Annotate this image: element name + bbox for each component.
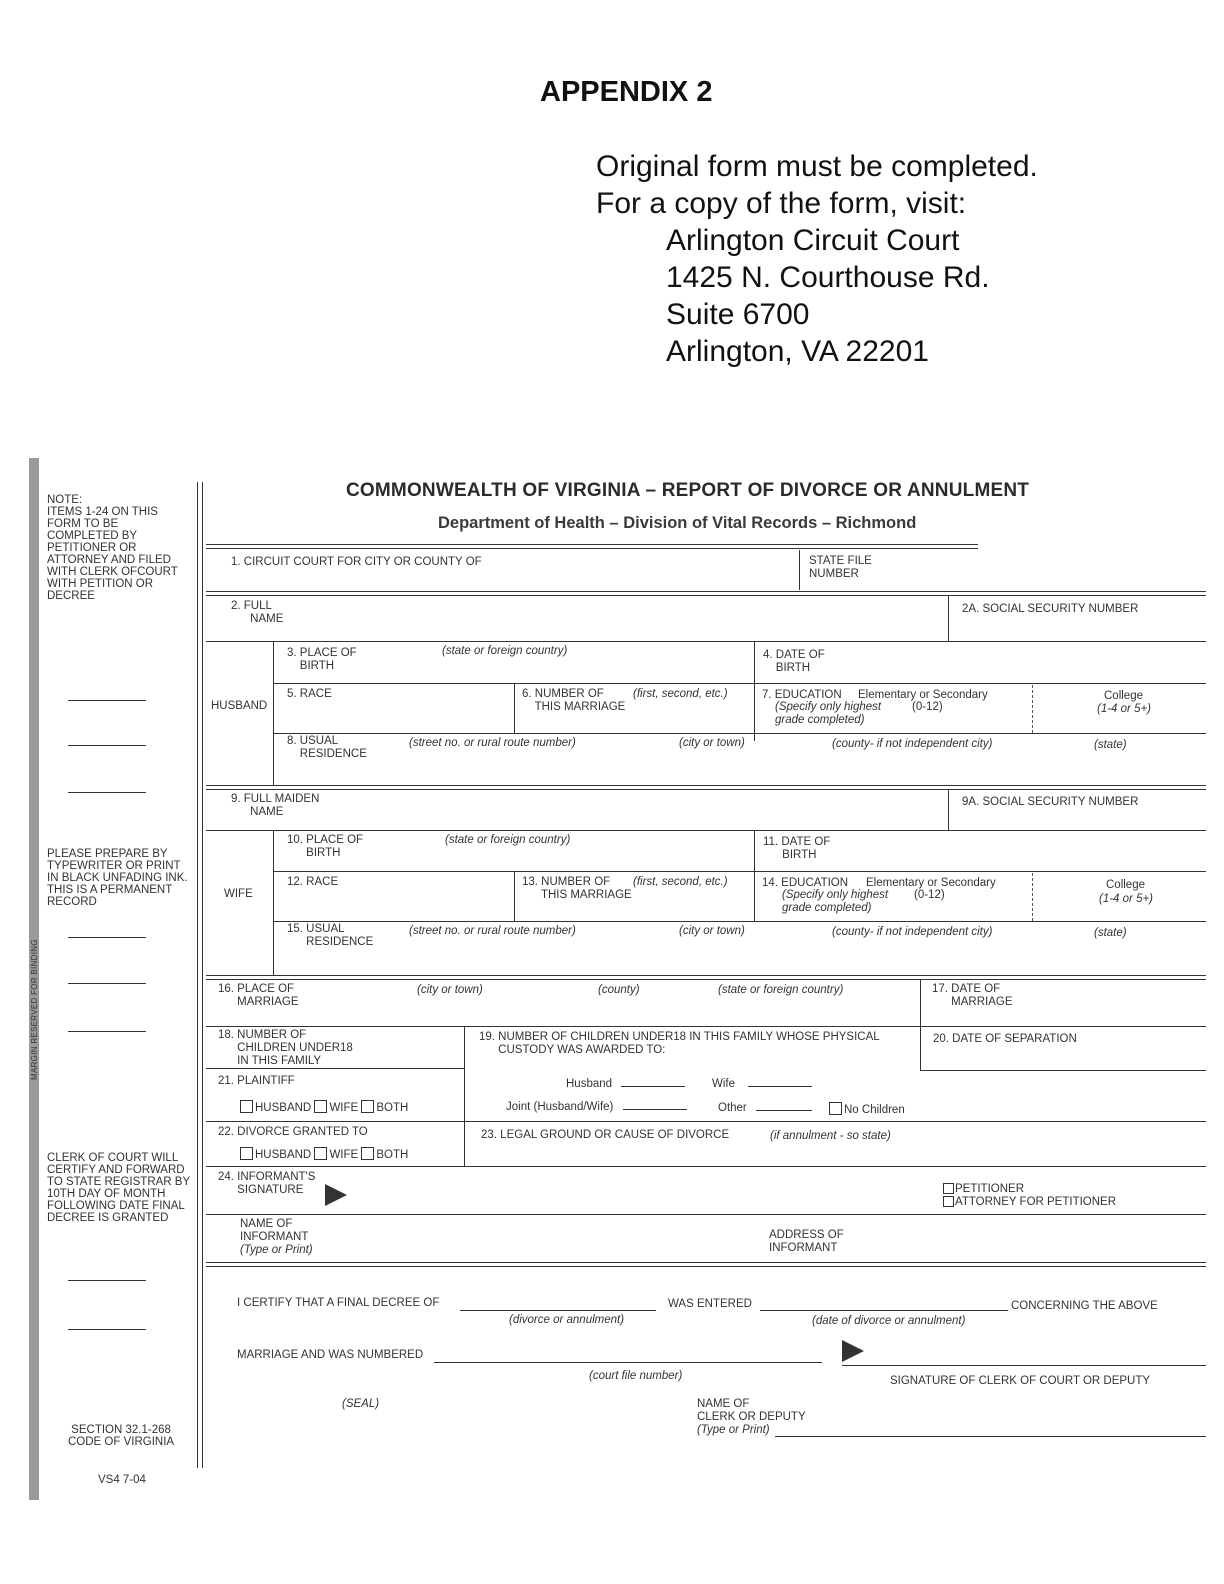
granted-wife-checkbox[interactable]: [314, 1147, 327, 1160]
custody-label: No Children: [844, 1104, 905, 1116]
custody-husband: [566, 1078, 685, 1091]
field-4-date-of-birth[interactable]: 4. DATE OF BIRTH: [763, 649, 825, 674]
margin-dash: [68, 983, 146, 984]
rule: [754, 830, 755, 921]
field-9-full-maiden-name[interactable]: 9. FULL MAIDEN NAME: [231, 793, 320, 818]
custody-husband-blank[interactable]: [621, 1086, 685, 1087]
attorney-checkbox[interactable]: [943, 1196, 954, 1207]
field-7-education[interactable]: 7. EDUCATION: [762, 689, 842, 701]
hint: (1-4 or 5+): [1099, 893, 1154, 905]
rule: [273, 830, 274, 976]
hint: (first, second, etc.): [633, 688, 728, 700]
hint: (state or foreign country): [442, 645, 568, 657]
decree-date-blank[interactable]: [760, 1310, 1008, 1311]
field-1-circuit-court[interactable]: 1. CIRCUIT COURT FOR CITY OR COUNTY OF: [231, 556, 482, 568]
rule: [206, 591, 1206, 596]
field-20-date-of-separation[interactable]: 20. DATE OF SEPARATION: [933, 1033, 1077, 1045]
clerk-signature-label: SIGNATURE OF CLERK OF COURT OR DEPUTY: [890, 1375, 1151, 1387]
seal-label: (SEAL): [342, 1398, 380, 1410]
rule: [799, 550, 800, 590]
informant-address-field[interactable]: ADDRESS OF INFORMANT: [769, 1229, 844, 1254]
field-24-informant-signature[interactable]: 24. INFORMANT'S SIGNATURE: [218, 1171, 316, 1196]
notice-line: Arlington, VA 22201: [666, 335, 929, 368]
notice-line: Original form must be completed.: [596, 150, 1038, 183]
hint: (street no. or rural route number): [409, 925, 576, 937]
decree-type-blank[interactable]: [460, 1310, 656, 1311]
rule: [1032, 873, 1033, 921]
hint: (county- if not independent city): [832, 926, 993, 938]
field-6-number-of-marriage[interactable]: 6. NUMBER OF THIS MARRIAGE: [522, 688, 626, 713]
margin-dash: [68, 937, 146, 938]
margin-dash: [68, 700, 146, 701]
option-label: HUSBAND: [255, 1149, 312, 1161]
note-clerk-forward: CLERK OF COURT WILL CERTIFY AND FORWARD TO STATE REGISTRAR BY 10TH DAY OF MONTH FOLLOWING DATE FINAL DECREE IS GRANTED: [47, 1152, 191, 1224]
plaintiff-husband-checkbox[interactable]: [240, 1100, 253, 1113]
field-2-full-name[interactable]: 2. FULL NAME: [231, 600, 284, 625]
margin-dash: [68, 1329, 146, 1330]
state-file-number[interactable]: STATE FILE NUMBER: [809, 555, 872, 580]
field-21-plaintiff[interactable]: 21. PLAINTIFF: [218, 1075, 295, 1087]
field-5-race[interactable]: 5. RACE: [287, 688, 332, 700]
custody-label: Other: [718, 1102, 747, 1114]
rule: [273, 683, 1206, 684]
rule: [206, 1214, 1206, 1215]
option-label: HUSBAND: [255, 1102, 312, 1114]
hint: (divorce or annulment): [509, 1314, 625, 1326]
rule: [514, 683, 515, 733]
margin-dash: [68, 1280, 146, 1281]
option-label: WIFE: [329, 1102, 359, 1114]
hint: (city or town): [679, 737, 745, 749]
field-8-usual-residence[interactable]: 8. USUAL RESIDENCE: [287, 735, 367, 760]
field-9a-ssn[interactable]: 9A. SOCIAL SECURITY NUMBER: [962, 796, 1139, 808]
rule: [206, 641, 1206, 642]
field-2a-ssn[interactable]: 2A. SOCIAL SECURITY NUMBER: [962, 603, 1139, 615]
plaintiff-both-checkbox[interactable]: [361, 1100, 374, 1113]
field-16-place-of-marriage[interactable]: 16. PLACE OF MARRIAGE: [218, 983, 299, 1008]
notice-line: Suite 6700: [666, 298, 810, 331]
margin-dash: [68, 792, 146, 793]
hint: (county): [598, 984, 640, 996]
clerk-sign-arrow-icon: [842, 1340, 864, 1362]
option-label: WIFE: [329, 1149, 359, 1161]
field-10-place-of-birth[interactable]: 10. PLACE OF BIRTH: [287, 834, 364, 859]
rule: [948, 596, 949, 642]
field-22-divorce-granted-to[interactable]: 22. DIVORCE GRANTED TO: [218, 1126, 368, 1138]
field-18-children-under-18[interactable]: 18. NUMBER OF CHILDREN UNDER18 IN THIS FAMILY: [218, 1029, 353, 1067]
informant-name-field[interactable]: NAME OF INFORMANT: [240, 1218, 309, 1243]
field-11-date-of-birth[interactable]: 11. DATE OF BIRTH: [763, 836, 831, 861]
section-code: SECTION 32.1-268 CODE OF VIRGINIA: [68, 1424, 175, 1448]
hint: (0-12): [912, 701, 943, 713]
form-title: COMMONWEALTH OF VIRGINIA – REPORT OF DIVORCE OR ANNULMENT: [346, 480, 1030, 501]
rule: [1032, 685, 1033, 733]
field-12-race[interactable]: 12. RACE: [287, 876, 339, 888]
custody-joint: [506, 1101, 687, 1114]
margin-dash: [68, 745, 146, 746]
note-prepare-ink: PLEASE PREPARE BY TYPEWRITER OR PRINT IN BLACK UNFADING INK. THIS IS A PERMANENT RECORD: [47, 848, 188, 908]
rule: [206, 830, 1206, 831]
field-13-number-of-marriage[interactable]: 13. NUMBER OF THIS MARRIAGE: [522, 876, 632, 901]
rule: [754, 641, 755, 741]
option-label: PETITIONER: [955, 1183, 1025, 1195]
hint: (city or town): [679, 925, 745, 937]
hint: (state or foreign country): [445, 834, 571, 846]
margin-dash: [68, 1031, 146, 1032]
rule: [920, 979, 921, 1071]
option-label: ATTORNEY FOR PETITIONER: [955, 1196, 1117, 1208]
rule: [206, 1026, 1206, 1027]
hint: College: [1104, 690, 1143, 702]
rule: [273, 921, 1206, 922]
custody-other: [718, 1102, 812, 1115]
hint: Elementary or Secondary: [866, 877, 996, 889]
granted-husband-checkbox[interactable]: [240, 1147, 253, 1160]
hint: (street no. or rural route number): [409, 737, 576, 749]
form-subtitle: Department of Health – Division of Vital Records – Richmond: [438, 514, 917, 532]
hint: (if annulment - so state): [770, 1130, 891, 1142]
field-19-custody[interactable]: 19. NUMBER OF CHILDREN UNDER18 IN THIS FAMILY WHOSE PHYSICAL CUSTODY WAS AWARDED TO:: [479, 1031, 880, 1056]
clerk-signature-blank[interactable]: [842, 1365, 1206, 1366]
field-15-usual-residence[interactable]: 15. USUAL RESIDENCE: [287, 923, 374, 948]
option-label: BOTH: [376, 1149, 409, 1161]
form-left-border: [197, 482, 203, 1468]
clerk-name-label: NAME OF CLERK OR DEPUTY: [697, 1398, 806, 1423]
certify-concerning: CONCERNING THE ABOVE: [1011, 1300, 1158, 1312]
husband-label: HUSBAND: [211, 700, 268, 712]
hint: College: [1106, 879, 1145, 891]
sign-here-arrow-icon: [325, 1184, 347, 1206]
plaintiff-options: [240, 1100, 408, 1115]
custody-label: Joint (Husband/Wife): [506, 1101, 614, 1113]
custody-wife: [712, 1078, 812, 1091]
rule: [273, 641, 274, 786]
binding-margin-text: [30, 1068, 39, 1080]
notice-block: [596, 148, 1038, 370]
rule: [273, 733, 1206, 734]
hint: (1-4 or 5+): [1097, 703, 1152, 715]
hint: (date of divorce or annulment): [812, 1315, 966, 1327]
hint: (0-12): [914, 889, 945, 901]
certify-was-entered: WAS ENTERED: [668, 1298, 752, 1310]
custody-joint-blank[interactable]: [623, 1109, 687, 1110]
field-23-legal-ground[interactable]: 23. LEGAL GROUND OR CAUSE OF DIVORCE: [481, 1129, 730, 1141]
hint: (county- if not independent city): [832, 738, 993, 750]
hint: (Type or Print): [697, 1424, 770, 1436]
rule: [206, 1068, 464, 1069]
hint: (Specify only highest grade completed): [782, 889, 889, 914]
hint: (state): [1094, 927, 1127, 939]
hint: (Type or Print): [240, 1244, 313, 1256]
court-file-number-blank[interactable]: [434, 1362, 822, 1363]
custody-label: Wife: [712, 1078, 735, 1090]
rule: [464, 1026, 465, 1166]
granted-options: [240, 1147, 408, 1162]
notice-line: For a copy of the form, visit:: [596, 187, 967, 220]
informant-role-options: [943, 1183, 1116, 1209]
custody-wife-blank[interactable]: [748, 1086, 812, 1087]
no-children-checkbox[interactable]: [829, 1102, 842, 1115]
petitioner-checkbox[interactable]: [943, 1183, 954, 1194]
rule: [273, 871, 1206, 872]
appendix-heading: APPENDIX 2: [540, 76, 713, 108]
rule: [920, 1070, 1206, 1071]
hint: (first, second, etc.): [633, 876, 728, 888]
marriage-numbered: MARRIAGE AND WAS NUMBERED: [237, 1349, 424, 1361]
granted-both-checkbox[interactable]: [361, 1147, 374, 1160]
rule: [514, 871, 515, 921]
rule: [206, 544, 978, 549]
hint: (Specify only highest grade completed): [775, 701, 882, 726]
rule: [948, 789, 949, 831]
rule: [206, 1262, 1206, 1267]
option-label: BOTH: [376, 1102, 409, 1114]
field-3-place-of-birth[interactable]: 3. PLACE OF BIRTH: [287, 647, 357, 672]
field-14-education[interactable]: 14. EDUCATION: [762, 877, 849, 889]
certify-prefix: I CERTIFY THAT A FINAL DECREE OF: [237, 1297, 440, 1309]
rule: [206, 1166, 1206, 1167]
custody-label: Husband: [566, 1078, 613, 1090]
clerk-name-blank[interactable]: [775, 1436, 1206, 1437]
notice-line: Arlington Circuit Court: [666, 224, 960, 257]
custody-none: [829, 1102, 905, 1117]
hint: (state): [1094, 739, 1127, 751]
rule: [206, 975, 1206, 980]
rule: [206, 1121, 1206, 1122]
hint: (state or foreign country): [718, 984, 844, 996]
hint: (court file number): [589, 1370, 683, 1382]
wife-label: WIFE: [224, 888, 253, 900]
plaintiff-wife-checkbox[interactable]: [314, 1100, 327, 1113]
rule: [206, 785, 1206, 790]
hint: Elementary or Secondary: [858, 689, 988, 701]
notice-line: 1425 N. Courthouse Rd.: [666, 261, 990, 294]
field-17-date-of-marriage[interactable]: 17. DATE OF MARRIAGE: [932, 983, 1013, 1008]
note-items-1-24: NOTE: ITEMS 1-24 ON THIS FORM TO BE COMPLETED BY PETITIONER OR ATTORNEY AND FILED WITH CLERK OFCOURT WITH PETITION OR DECREE: [47, 494, 178, 602]
hint: (city or town): [417, 984, 483, 996]
custody-other-blank[interactable]: [756, 1110, 812, 1111]
form-code: VS4 7-04: [98, 1474, 146, 1486]
